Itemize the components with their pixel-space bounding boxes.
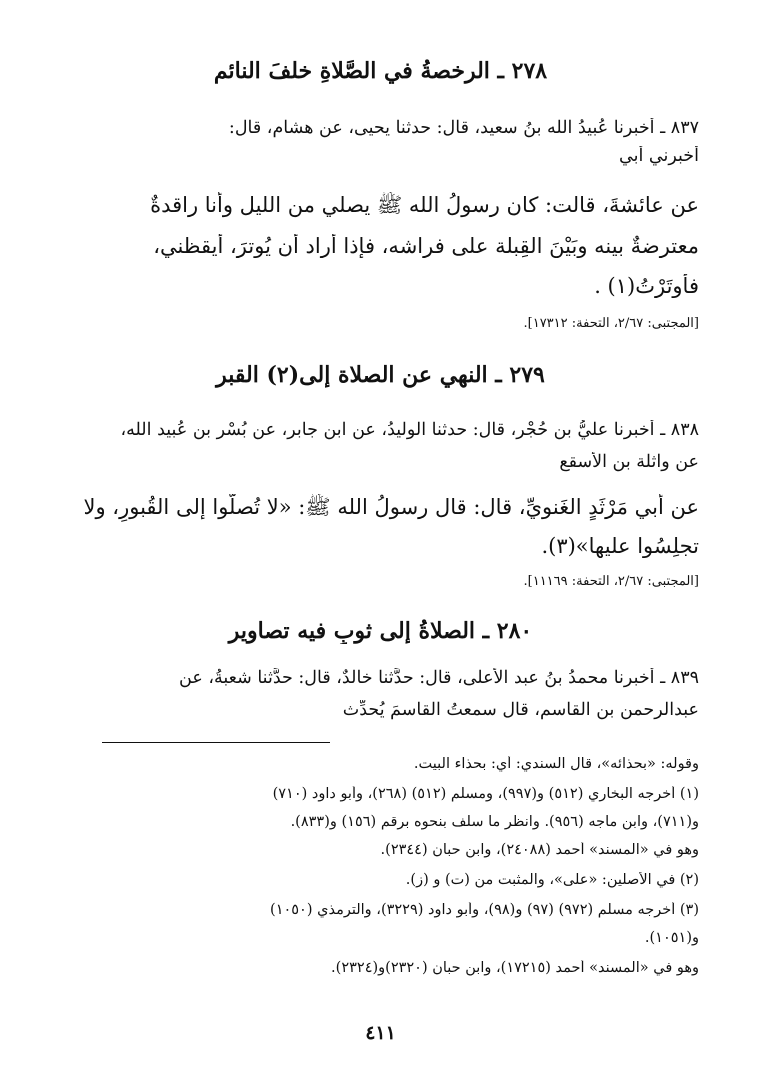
reference-line: [المجتبى: ٢/٦٧، التحفة: ١٧٣١٢].	[523, 316, 699, 331]
reference-line: [المجتبى: ٢/٦٧، التحفة: ١١١٦٩].	[523, 574, 699, 589]
hadith-text-line: عن عائشةَ، قالت: كان رسولُ الله ﷺ يصلي من الليل وأنا راقدةٌ	[150, 193, 699, 217]
hadith-text-line: معترضةٌ بينه وبَيْنَ القِبلة على فراشه، فإذا أراد أن يُوترَ، أيقظني،	[153, 234, 699, 258]
hadith-chain-line: أخبرني أبي	[619, 146, 699, 166]
footnote-line: وهو في «المسند» أحمد (١٧٢١٥)، وابن حبان (٢٣٢٠)و(٢٣٢٤).	[331, 960, 699, 976]
footnote-line: (٣) أخرجه مسلم (٩٧٢) (٩٧) و(٩٨)، وأبو داود (٣٢٢٩)، والترمذي (١٠٥٠)	[270, 902, 699, 918]
section-heading: ٢٧٨ ـ الرخصةُ في الصَّلاةِ خلفَ النائم	[213, 58, 548, 84]
hadith-chain-line: عبدالرحمن بن القاسم، قال سمعتُ القاسمَ يُحدِّث	[342, 700, 699, 720]
hadith-chain-line: ٨٣٨ ـ أخبرنا عليُّ بن حُجْر، قال: حدثنا الوليدُ، عن ابنِ جابر، عن بُسْر بن عُبيد الله،	[120, 420, 699, 440]
footnote-line: (١) أخرجه البخاري (٥١٢) و(٩٩٧)، ومسلم (٥١٢) (٢٦٨)، وأبو داود (٧١٠)	[272, 786, 699, 802]
footnote-separator	[102, 742, 330, 743]
section-heading: ٢٧٩ ـ النهي عن الصلاة إلى(٢) القبر	[216, 362, 545, 388]
footnote-line: و(٧١١)، وابن ماجه (٩٥٦). وانظر ما سلف بنحوه برقم (١٥٦) و(٨٣٣).	[290, 814, 699, 830]
hadith-chain-line: ٨٣٧ ـ أخبرنا عُبيدُ الله بنُ سعيد، قال: حدثنا يحيى، عن هشام، قال:	[228, 118, 699, 138]
footnote-line: (٢) في الأصلين: «على»، والمثبت من (ت) و (ز).	[405, 872, 699, 888]
hadith-text-line: عن أبي مَرْثَدٍ الغَنويِّ، قال: قال رسولُ الله ﷺ: «لا تُصلُّوا إلى القُبورِ، ولا	[83, 495, 699, 519]
page-number: ٤١١	[365, 1022, 396, 1044]
hadith-text-line: تجلِسُوا عليها»(٣).	[541, 534, 699, 558]
hadith-text-line: فأَوتَرْتُ(١) .	[594, 274, 699, 298]
footnote-line: وهو في «المسند» أحمد (٢٤٠٨٨)، وابن حبان (٢٣٤٤).	[380, 842, 699, 858]
footnote-line: وقوله: «بحذائه»، قال السندي: أي: بحذاء البيت.	[413, 756, 699, 772]
footnote-line: و(١٠٥١).	[644, 930, 699, 946]
hadith-chain-line: ٨٣٩ ـ أخبرنا محمدُ بنُ عبد الأعلى، قال: حدَّثنا خالدٌ، قال: حدَّثنا شعبةُ، عن	[179, 668, 699, 688]
hadith-chain-line: عن واثلة بن الأسقع	[559, 452, 699, 472]
section-heading: ٢٨٠ ـ الصلاةُ إلى ثوبٍ فيه تصاوير	[228, 618, 533, 644]
